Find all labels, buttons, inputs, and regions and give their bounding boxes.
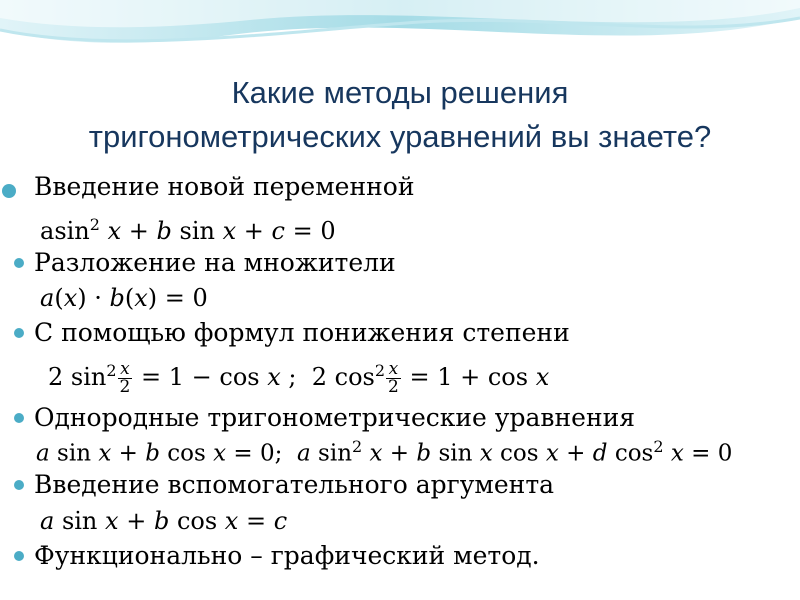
method-label: Однородные тригонометрические уравнения — [34, 403, 636, 432]
method-label: Введение вспомогательного аргумента — [34, 470, 555, 499]
method-item-6 — [0, 541, 540, 571]
method-item-3 — [0, 318, 570, 348]
method-item-4 — [0, 403, 635, 433]
header-wave-decoration — [0, 0, 800, 70]
formula-homogeneous: a sin x + b cos x = 0; a $\sin^2 x + b$ sin x cos x + d $\cos^2 x = 0$ — [36, 437, 733, 467]
method-item-2 — [0, 248, 396, 278]
bullet-icon — [2, 184, 16, 198]
method-label: Функционально – графический метод. — [34, 541, 540, 570]
formula-power-reduction: 2 $\sin^2$ $\frac{x}{2}$ = 1 − cos x ; 2 $\cos^2$ $\frac{x}{2}$ = 1 + cos x — [48, 359, 550, 397]
method-label: С помощью формул понижения степени — [34, 318, 570, 347]
formula-auxiliary-argument: a sin x + b cos x = c — [40, 507, 288, 535]
method-item-5 — [0, 470, 554, 500]
bullet-icon — [14, 413, 24, 423]
bullet-icon — [14, 258, 24, 268]
slide-title-line-2: тригонометрических уравнений вы знаете? — [88, 119, 712, 154]
method-item-1 — [0, 172, 414, 202]
method-label: Введение новой переменной — [34, 172, 415, 201]
bullet-icon — [14, 551, 24, 561]
slide-title-line-1: Какие методы решения — [231, 75, 569, 110]
bullet-icon — [14, 480, 24, 490]
formula-new-variable: asin$^2$ x + b sin x + c = 0 — [40, 215, 336, 245]
method-label: Разложение на множители — [34, 248, 396, 277]
bullet-icon — [14, 328, 24, 338]
formula-factorization: a(x) · b(x) = 0 — [40, 284, 208, 312]
